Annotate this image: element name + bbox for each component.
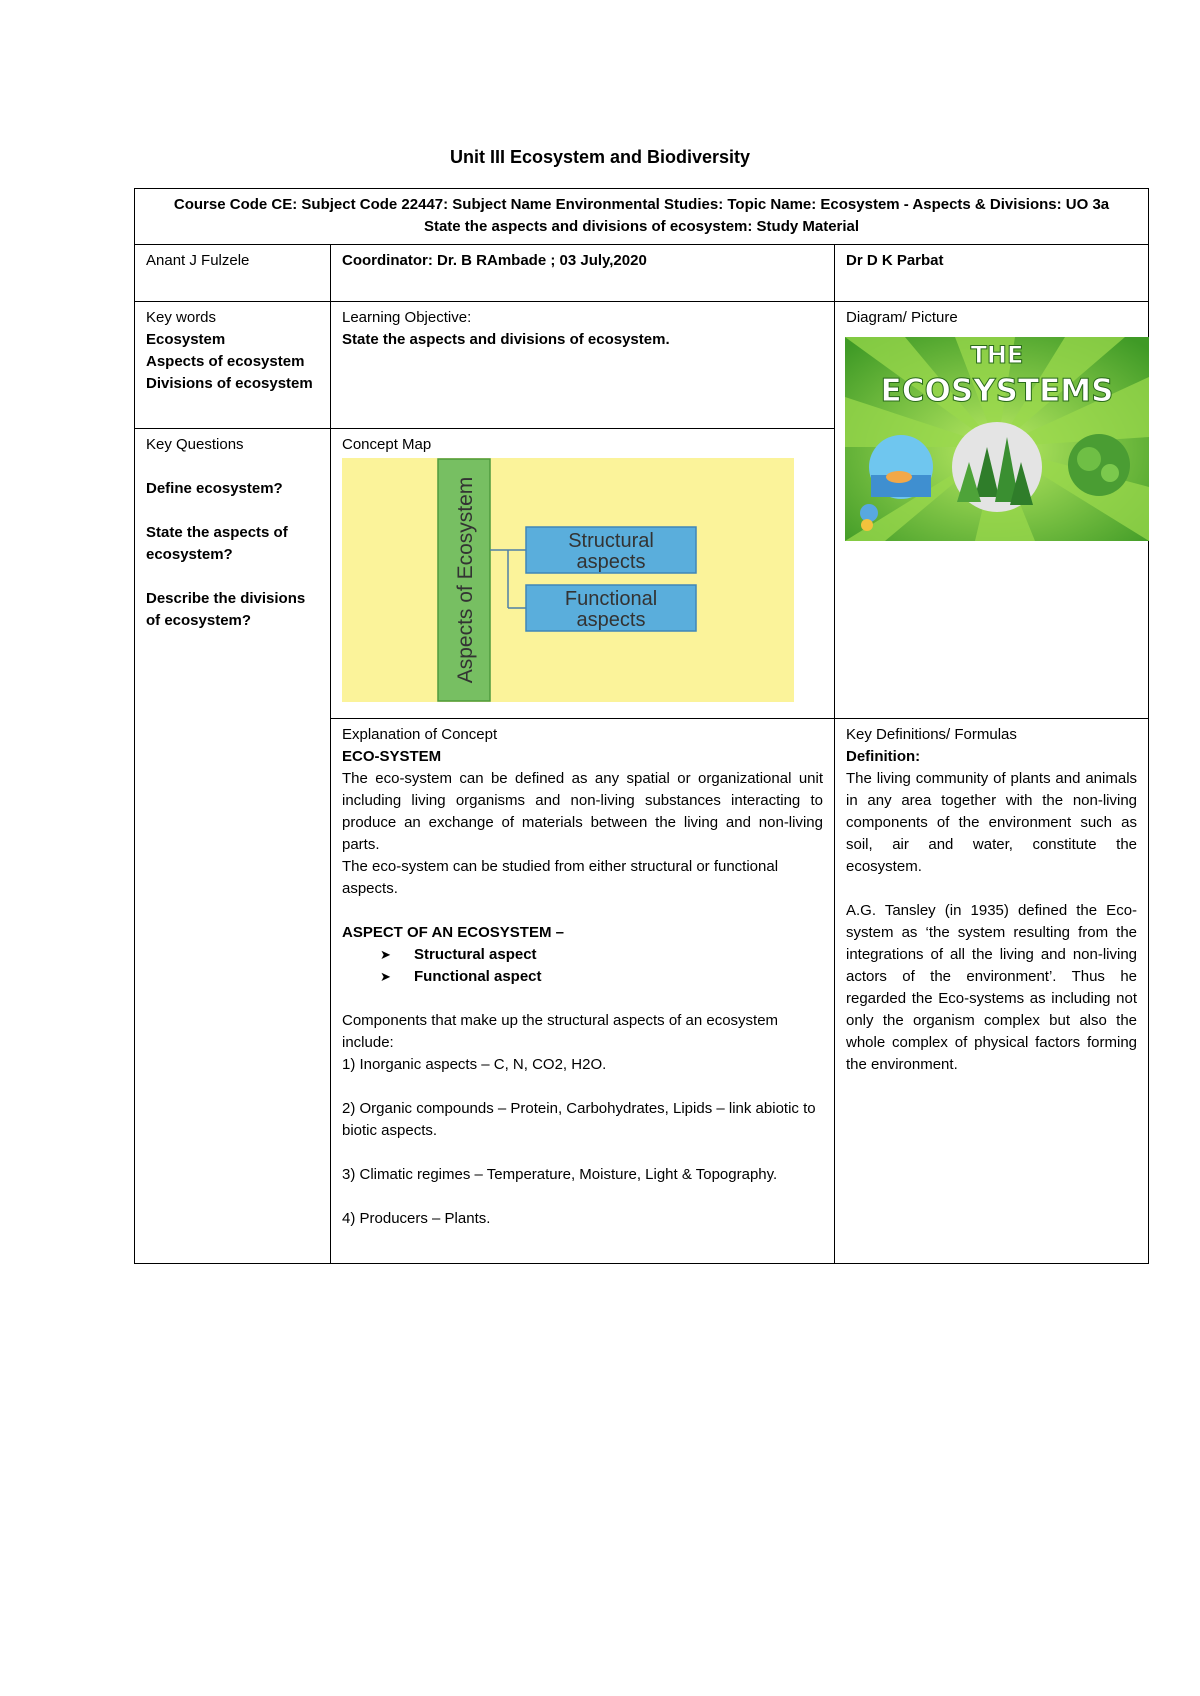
concept-map-diagram [342, 458, 794, 702]
arrow-bullet-icon: ➤ [380, 947, 391, 962]
arrow-bullet-icon: ➤ [380, 969, 391, 984]
diagram-label: Diagram/ Picture [846, 309, 958, 326]
keyword-item: Aspects of ecosystem [146, 353, 305, 370]
picture-text-the: THE [970, 341, 1024, 369]
aspect-list [342, 944, 823, 988]
keywords-label: Key words [146, 309, 217, 326]
coordinator-cell [331, 245, 835, 302]
functional-node-line-1: Functional [564, 588, 658, 610]
author-cell [135, 245, 331, 302]
header-cell [135, 189, 1149, 245]
functional-node-line-2: aspects [576, 609, 646, 631]
reviewer-name: Dr D K Parbat [846, 252, 944, 269]
definition-paragraph: The living community of plants and animals in any area together with the non-living components of the environment such as soil, air and water, constitute the ecosystem. [846, 770, 1138, 875]
question-item: State the aspects of ecosystem? [146, 524, 288, 563]
component-item: 3) Climatic regimes – Temperature, Moisture, Light & Topography. [342, 1166, 778, 1183]
concept-map-cell [331, 429, 835, 719]
header-line-1: Course Code CE: Subject Code 22447: Subject Name Environmental Studies: Topic Name: Ecosystem - Aspects & Divisions: UO 3a [173, 196, 1110, 213]
definition-heading: Definition: [846, 748, 921, 765]
structural-node-line-1: Structural [568, 530, 654, 552]
component-item: 2) Organic compounds – Protein, Carbohydrates, Lipids – link abiotic to biotic aspects. [342, 1100, 816, 1139]
keywords-cell [135, 302, 331, 429]
concept-map-background [342, 458, 794, 702]
questions-label: Key Questions [146, 436, 244, 453]
question-item: Describe the divisions of ecosystem? [146, 590, 306, 629]
author-name: Anant J Fulzele [146, 252, 250, 269]
picture-text-ecosystems: ECOSYSTEMS [880, 373, 1114, 409]
component-item: 4) Producers – Plants. [342, 1210, 491, 1227]
explanation-label: Explanation of Concept [342, 726, 498, 743]
coordinator-text: Coordinator: Dr. B RAmbade ; 03 July,2020 [342, 252, 647, 269]
header-line-2: State the aspects and divisions of ecosystem: Study Material [423, 218, 860, 235]
aspect-item [380, 966, 823, 988]
reviewer-cell [835, 245, 1149, 302]
aspect-item [380, 944, 823, 966]
structural-node-line-2: aspects [576, 551, 646, 573]
aspect-item-text: Structural aspect [414, 946, 537, 963]
root-node-label: Aspects of Ecosystem [454, 476, 477, 684]
question-item: Define ecosystem? [146, 480, 283, 497]
study-material-table [134, 188, 1149, 1264]
keyword-item: Divisions of ecosystem [146, 375, 313, 392]
questions-cell [135, 429, 331, 1264]
aspect-item-text: Functional aspect [414, 968, 542, 985]
diagram-cell [835, 302, 1149, 719]
aspect-heading: ASPECT OF AN ECOSYSTEM – [342, 924, 564, 941]
explanation-heading: ECO-SYSTEM [342, 748, 442, 765]
concept-map-label: Concept Map [342, 436, 432, 453]
header-row [135, 189, 1149, 245]
component-item: 1) Inorganic aspects – C, N, CO2, H2O. [342, 1056, 607, 1073]
definitions-cell [835, 719, 1149, 1264]
explanation-cell [331, 719, 835, 1264]
explanation-paragraph: The eco-system can be defined as any spatial or organizational unit including living organisms and non-living substances interacting to produce an exchange of materials between the living and non-living parts. [342, 770, 823, 853]
objective-text: State the aspects and divisions of ecosystem. [342, 331, 670, 348]
keyword-item: Ecosystem [146, 331, 226, 348]
explanation-paragraph: The eco-system can be studied from either structural or functional aspects. [342, 858, 779, 897]
definitions-label: Key Definitions/ Formulas [846, 726, 1017, 743]
objective-cell [331, 302, 835, 429]
page-title: Unit III Ecosystem and Biodiversity [449, 147, 751, 167]
ecosystems-picture [845, 337, 1149, 541]
objective-label: Learning Objective: [342, 309, 472, 326]
people-row [135, 245, 1149, 302]
definition-paragraph: A.G. Tansley (in 1935) defined the Eco-system as ‘the system resulting from the integrations of all the living and non-living actors of the environment’. Thus he regarded the Eco-systems as including not only the organism complex but also the whole complex of physical factors forming the environment. [846, 902, 1138, 1073]
keywords-row [135, 302, 1149, 429]
components-intro: Components that make up the structural aspects of an ecosystem include: [342, 1012, 779, 1051]
